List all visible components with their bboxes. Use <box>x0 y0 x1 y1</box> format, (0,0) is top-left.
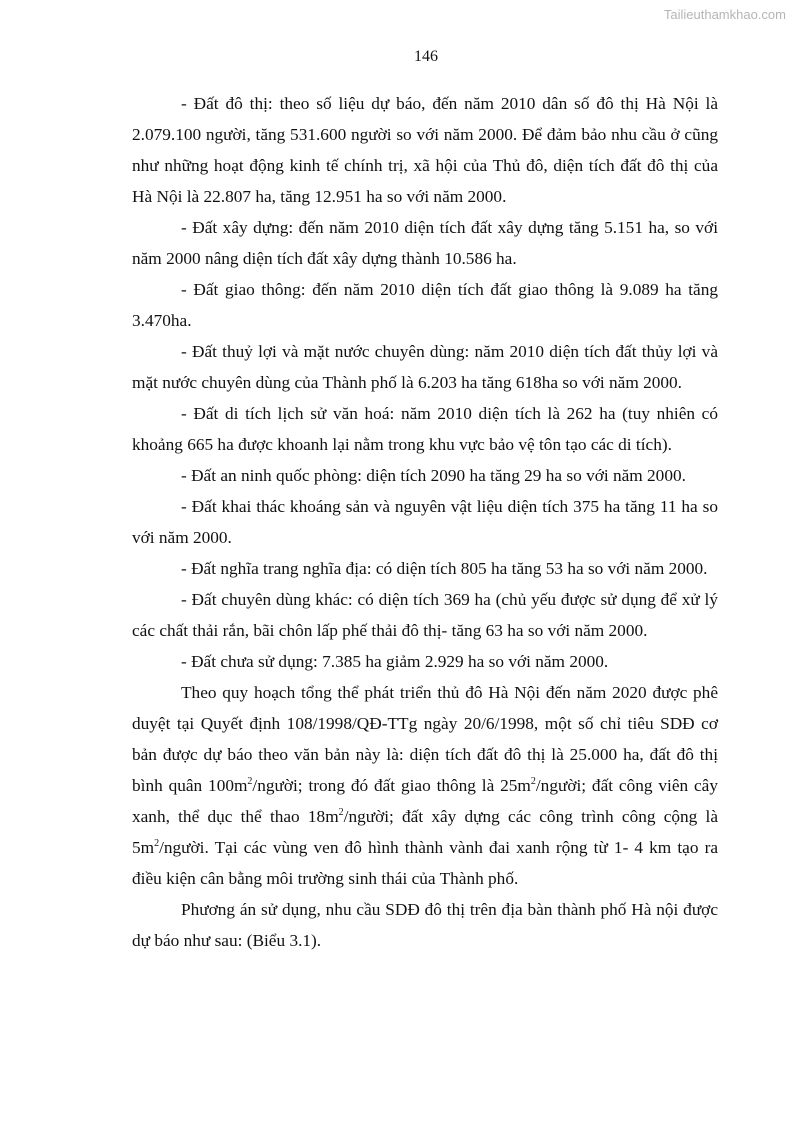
plan-text-3: /người; đất công viên cây xanh, thể dục thể thao 18m <box>132 776 718 826</box>
plan-text-4: /người; đất xây dựng các công trình công cộng là 5m <box>132 807 718 857</box>
paragraph-master-plan <box>132 677 718 894</box>
superscript: 2 <box>247 776 253 787</box>
paragraph-mining-land: - Đất khai thác khoáng sản và nguyên vật liệu diện tích 375 ha tăng 11 ha so với năm 2000. <box>132 497 718 547</box>
paragraph-irrigation-land: - Đất thuỷ lợi và mặt nước chuyên dùng: năm 2010 diện tích đất thủy lợi và mặt nước chuyên dùng của Thành phố là 6.203 ha tăng 618ha so với năm 2000. <box>132 342 718 392</box>
paragraph-forecast-intro: Phương án sử dụng, nhu cầu SDĐ đô thị trên địa bàn thành phố Hà nội được dự báo như sau: (Biểu 3.1). <box>132 900 718 950</box>
superscript: 2 <box>338 807 344 818</box>
paragraph-construction-land: - Đất xây dựng: đến năm 2010 diện tích đất xây dựng tăng 5.151 ha, so với năm 2000 nâng diện tích đất xây dựng thành 10.586 ha. <box>132 218 718 268</box>
paragraph-special-use-land: - Đất chuyên dùng khác: có diện tích 369 ha (chủ yếu được sử dụng để xử lý các chất thải rắn, bãi chôn lấp phế thải đô thị- tăng 63 ha so với năm 2000. <box>132 590 718 640</box>
plan-text-5: /người. Tại các vùng ven đô hình thành vành đai xanh rộng từ 1- 4 km tạo ra điều kiện cân bằng môi trường sinh thái của Thành phố. <box>132 838 718 888</box>
paragraph-defense-land: - Đất an ninh quốc phòng: diện tích 2090 ha tăng 29 ha so với năm 2000. <box>181 466 686 485</box>
watermark: Tailieuthamkhao.com <box>663 7 786 22</box>
paragraph-heritage-land: - Đất di tích lịch sử văn hoá: năm 2010 diện tích là 262 ha (tuy nhiên có khoảng 665 ha được khoanh lại nằm trong khu vực bảo vệ tôn tạo các di tích). <box>132 404 718 454</box>
paragraph-cemetery-land: - Đất nghĩa trang nghĩa địa: có diện tích 805 ha tăng 53 ha so với năm 2000. <box>181 559 708 578</box>
paragraph-transport-land: - Đất giao thông: đến năm 2010 diện tích đất giao thông là 9.089 ha tăng 3.470ha. <box>132 280 718 330</box>
plan-text-1: Theo quy hoạch tổng thể phát triển thủ đô Hà Nội đến năm 2020 được phê duyệt tại Quyết định 108/1998/QĐ-TTg ngày 20/6/1998, một số chỉ tiêu SDĐ cơ bản được dự báo theo văn bản này là: diện tích đất đô thị là 25.000 ha, đất đô thị bình quân 100m <box>132 683 718 795</box>
document-body <box>132 88 718 956</box>
superscript: 2 <box>154 838 160 849</box>
page-number: 146 <box>414 48 438 65</box>
plan-text-2: /người; trong đó đất giao thông là 25m <box>252 776 531 795</box>
paragraph-unused-land: - Đất chưa sử dụng: 7.385 ha giảm 2.929 ha so với năm 2000. <box>181 652 609 671</box>
superscript: 2 <box>530 776 536 787</box>
paragraph-urban-land: - Đất đô thị: theo số liệu dự báo, đến năm 2010 dân số đô thị Hà Nội là 2.079.100 người, tăng 531.600 người so với năm 2000. Để đảm bảo nhu cầu ở cũng như những hoạt động kinh tế chính trị, xã hội của Thủ đô, diện tích đất đô thị của Hà Nội là 22.807 ha, tăng 12.951 ha so với năm 2000. <box>132 94 718 206</box>
